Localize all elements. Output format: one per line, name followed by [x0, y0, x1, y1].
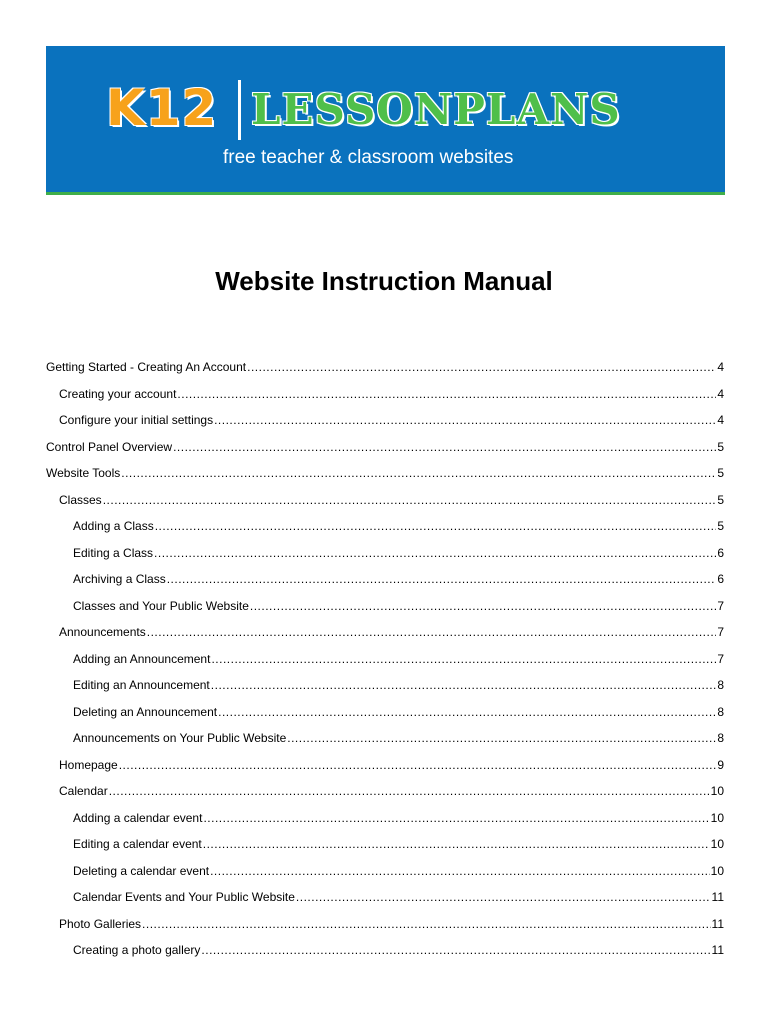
table-of-contents: [46, 354, 724, 964]
toc-dot-leader: [173, 434, 716, 461]
toc-entry-title: Calendar Events and Your Public Website: [73, 890, 295, 904]
toc-entry[interactable]: [46, 407, 724, 434]
toc-dot-leader: [247, 354, 716, 381]
toc-dot-leader: [121, 460, 716, 487]
toc-entry-title: Editing an Announcement: [73, 678, 210, 692]
logo-divider: [238, 80, 241, 140]
toc-entry[interactable]: [46, 513, 724, 540]
toc-page-number: 9: [717, 757, 724, 772]
toc-dot-leader: [103, 487, 717, 514]
toc-entry-title: Adding a calendar event: [73, 810, 203, 825]
toc-page-number: 5: [717, 439, 724, 454]
toc-entry-title: Announcements on Your Public Website: [73, 731, 287, 745]
toc-entry-title: Editing a calendar event: [73, 837, 202, 851]
toc-page-number: 7: [717, 651, 724, 666]
toc-dot-leader: [155, 513, 717, 540]
toc-entry-title: Website Tools: [46, 466, 121, 480]
toc-page-number: 6: [717, 545, 724, 560]
toc-entry-title: Adding a Class: [73, 519, 154, 533]
toc-dot-leader: [119, 752, 717, 779]
toc-dot-leader: [203, 805, 709, 832]
toc-entry-title: Adding an Announcement: [73, 651, 211, 666]
toc-dot-leader: [147, 619, 717, 646]
toc-page-number: 7: [717, 625, 724, 639]
logo-lessonplans: LESSONPLANS: [251, 85, 621, 134]
toc-page-number: 7: [717, 598, 724, 613]
toc-page-number: 5: [717, 492, 724, 507]
toc-entry[interactable]: [46, 354, 724, 381]
toc-dot-leader: [201, 937, 710, 964]
toc-entry[interactable]: [46, 381, 724, 408]
toc-page-number: 11: [711, 916, 724, 931]
toc-dot-leader: [167, 566, 717, 593]
toc-page-number: 4: [717, 413, 724, 427]
toc-entry[interactable]: [46, 831, 724, 858]
toc-dot-leader: [250, 593, 716, 620]
toc-page-number: 11: [711, 943, 724, 957]
toc-entry-title: Photo Galleries: [59, 916, 142, 931]
toc-entry[interactable]: [46, 619, 724, 646]
toc-entry[interactable]: [46, 699, 724, 726]
toc-entry[interactable]: [46, 460, 724, 487]
toc-dot-leader: [109, 778, 710, 805]
toc-page-number: 4: [717, 386, 724, 401]
toc-entry[interactable]: [46, 805, 724, 832]
toc-page-number: 11: [711, 890, 724, 904]
toc-page-number: 8: [717, 731, 724, 745]
toc-entry[interactable]: [46, 858, 724, 885]
toc-page-number: 10: [710, 837, 724, 851]
toc-entry-title: Deleting a calendar event: [73, 863, 210, 878]
document-title: Website Instruction Manual: [215, 266, 553, 297]
toc-entry[interactable]: [46, 672, 724, 699]
toc-dot-leader: [210, 858, 710, 885]
header-banner: [46, 46, 725, 195]
toc-entry-title: Creating a photo gallery: [73, 943, 201, 957]
toc-entry[interactable]: [46, 937, 724, 964]
toc-dot-leader: [177, 381, 716, 408]
toc-entry[interactable]: [46, 725, 724, 752]
toc-entry[interactable]: [46, 778, 724, 805]
toc-entry-title: Classes: [59, 492, 102, 507]
toc-entry-title: Configure your initial settings: [59, 413, 214, 427]
toc-entry-title: Announcements: [59, 625, 146, 639]
toc-entry-title: Homepage: [59, 757, 118, 772]
toc-entry-title: Editing a Class: [73, 545, 154, 560]
toc-page-number: 8: [717, 704, 724, 719]
toc-entry[interactable]: [46, 434, 724, 461]
toc-dot-leader: [287, 725, 716, 752]
toc-entry-title: Deleting an Announcement: [73, 704, 218, 719]
toc-entry[interactable]: [46, 487, 724, 514]
toc-entry-title: Control Panel Overview: [46, 439, 173, 454]
toc-entry[interactable]: [46, 540, 724, 567]
toc-page-number: 10: [710, 863, 724, 878]
toc-entry-title: Creating your account: [59, 386, 177, 401]
toc-dot-leader: [296, 884, 711, 911]
toc-entry[interactable]: [46, 646, 724, 673]
toc-page-number: 6: [717, 572, 724, 586]
toc-entry-title: Classes and Your Public Website: [73, 598, 249, 613]
toc-entry-title: Archiving a Class: [73, 572, 166, 586]
toc-entry[interactable]: [46, 593, 724, 620]
toc-dot-leader: [154, 540, 716, 567]
toc-page-number: 8: [717, 678, 724, 692]
toc-page-number: 10: [710, 810, 724, 825]
toc-entry[interactable]: [46, 566, 724, 593]
toc-entry[interactable]: [46, 752, 724, 779]
toc-entry[interactable]: [46, 884, 724, 911]
toc-dot-leader: [142, 911, 710, 938]
toc-dot-leader: [211, 646, 716, 673]
toc-entry-title: Getting Started - Creating An Account: [46, 360, 247, 374]
toc-page-number: 4: [717, 360, 724, 374]
logo-k12: K12: [106, 79, 218, 137]
toc-entry[interactable]: [46, 911, 724, 938]
toc-dot-leader: [211, 672, 717, 699]
toc-page-number: 5: [717, 519, 724, 533]
logo-tagline: free teacher & classroom websites: [223, 147, 514, 168]
toc-dot-leader: [218, 699, 716, 726]
toc-dot-leader: [203, 831, 710, 858]
toc-entry-title: Calendar: [59, 784, 108, 798]
toc-dot-leader: [214, 407, 716, 434]
toc-page-number: 10: [710, 784, 724, 798]
toc-page-number: 5: [717, 466, 724, 480]
